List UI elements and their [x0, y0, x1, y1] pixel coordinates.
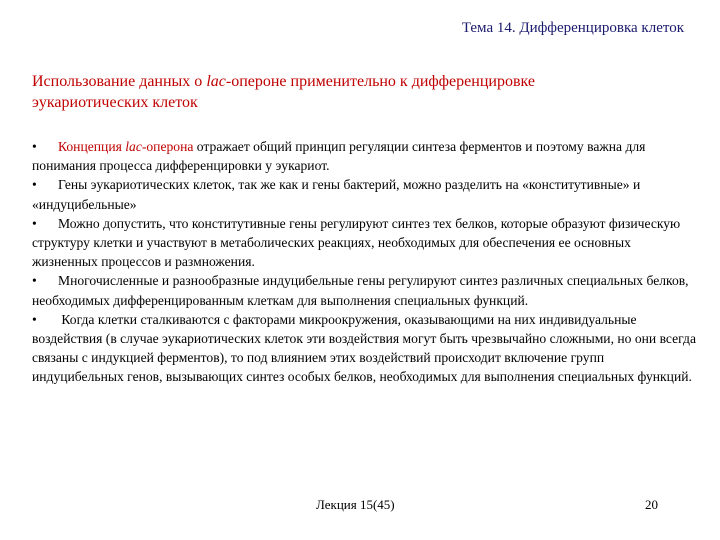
bullet-text: Когда клетки сталкиваются с факторами микроокружения, оказывающими на них индивидуальные воздействия (в случае эукариотических клеток эти воздействия могут быть чрезвычайно сложными, но они всегда связаны с индукцией ферментов), то под влиянием этих воздействий происходит включение групп индуцибельных генов, вызывающих синтез особых белков, необходимых для выполнения специальных функций. [32, 311, 697, 385]
bullet-text: Гены эукариотических клеток, так же как и гены бактерий, можно разделить на «конститутивные» и «индуцибельные» [32, 177, 641, 212]
page-number: 20 [645, 497, 658, 512]
bullet-text: Многочисленные и разнообразные индуцибельные гены регулируют синтез различных специальных белков, необходимых дифференцированным клеткам для выполнения специальных функций. [32, 273, 689, 308]
bullet-marker: • [32, 273, 37, 289]
bullet-marker: • [32, 311, 37, 327]
bullet-text: отражает общий принцип регуляции синтеза ферментов и поэтому важна для понимания процесса дифференцировки у эукариот. [32, 139, 646, 174]
bullet-marker: • [32, 177, 37, 193]
bullet-item-lac-concept [32, 137, 698, 175]
bullet-text: Можно допустить, что конститутивные гены регулируют синтез тех белков, которые образуют физическую структуру клетки и участвуют в метаболических реакциях, необходимых для обеспечения ее основных жизненных процессов и размножения. [32, 215, 681, 270]
section-heading [32, 71, 652, 113]
bullet-marker: • [32, 139, 37, 154]
bullet-lead-suffix: -оперона [141, 139, 194, 154]
bullet-item-gene-classes [32, 175, 698, 213]
section-heading-prefix: Использование данных о [32, 73, 207, 90]
bullet-item-constitutive-genes [32, 214, 698, 272]
section-heading-suffix: -опероне применительно к дифференцировке эукариотических клеток [32, 73, 535, 111]
section-heading-emphasis: lac [206, 73, 226, 90]
slide-title: Тема 14. Дифференцировка клеток [461, 20, 684, 36]
bullet-item-microenvironment [32, 310, 698, 387]
bullet-lead-prefix: Концепция [58, 139, 126, 154]
bullet-list [32, 137, 698, 387]
bullet-marker: • [32, 215, 37, 231]
bullet-item-inducible-genes [32, 271, 698, 309]
bullet-lead-emphasis: lac [125, 139, 142, 154]
footer-lecture-label: Лекция 15(45) [316, 497, 395, 512]
